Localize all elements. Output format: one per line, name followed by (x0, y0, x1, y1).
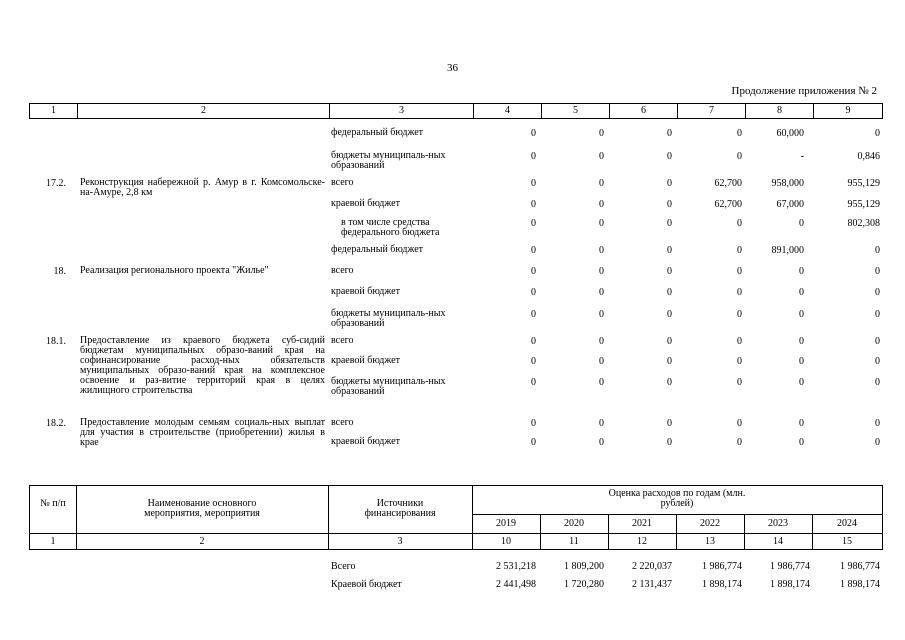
row-value: 0 (531, 178, 536, 189)
row-name: Реализация регионального проекта "Жилье" (80, 265, 269, 276)
t2-num-3: 3 (397, 536, 403, 547)
row-value: 0 (531, 437, 536, 448)
col-3-header: 3 (329, 104, 473, 118)
row-value: 0 (531, 218, 536, 229)
row-value: 0 (799, 437, 804, 448)
row-value: 0 (799, 309, 804, 320)
t2-col-source: Источники финансирования (364, 498, 436, 519)
row-value: 0 (667, 151, 672, 162)
appendix-caption: Продолжение приложения № 2 (731, 85, 877, 97)
row-value: 0 (875, 287, 880, 298)
row-source: краевой бюджет (331, 198, 400, 209)
t2-col-name: Наименование основного мероприятия, мероприятия (144, 498, 260, 519)
row-value: 0 (799, 377, 804, 388)
row-value: 0 (737, 245, 742, 256)
row-value: 955,129 (847, 178, 880, 189)
row-source: всего (331, 177, 354, 188)
row-value: 958,000 (771, 178, 804, 189)
col-6-header: 6 (609, 104, 677, 118)
row-value: 0 (599, 356, 604, 367)
row-value: 0 (599, 218, 604, 229)
t2-num-15: 15 (842, 536, 852, 547)
row-value: 0 (799, 418, 804, 429)
row-value: 0 (599, 309, 604, 320)
row-source: всего (331, 417, 354, 428)
row-value: 0 (737, 128, 742, 139)
row-value: 0 (737, 266, 742, 277)
row-name: Реконструкция набережной р. Амур в г. Комсомольске-на-Амуре, 2,8 км (80, 177, 325, 198)
row-value: 0 (599, 178, 604, 189)
row-value: 0 (531, 418, 536, 429)
row-value: 0 (531, 356, 536, 367)
row-value: 0 (737, 377, 742, 388)
total-value: 1 898,174 (840, 579, 880, 590)
col-8-header: 8 (745, 104, 813, 118)
row-value: 0 (667, 178, 672, 189)
year-2019: 2019 (496, 518, 516, 529)
row-value: 0 (599, 128, 604, 139)
year-2022: 2022 (700, 518, 720, 529)
row-source: в том числе средства федерального бюджета (341, 217, 440, 238)
row-source: краевой бюджет (331, 355, 400, 366)
row-value: 0 (737, 356, 742, 367)
row-value: 0 (737, 151, 742, 162)
row-value: 0 (875, 356, 880, 367)
row-number: 17.2. (46, 178, 66, 189)
total-value: 1 986,774 (770, 561, 810, 572)
row-value: 0,846 (857, 151, 880, 162)
row-value: 0 (737, 218, 742, 229)
row-value: 955,129 (847, 199, 880, 210)
row-value: 0 (737, 309, 742, 320)
row-source: краевой бюджет (331, 286, 400, 297)
row-value: 0 (667, 309, 672, 320)
t2-num-12: 12 (637, 536, 647, 547)
row-value: 0 (875, 437, 880, 448)
page-number: 36 (447, 62, 458, 74)
row-value: 0 (737, 437, 742, 448)
row-value: 891,000 (771, 245, 804, 256)
row-value: 0 (875, 266, 880, 277)
row-value: 0 (667, 128, 672, 139)
row-value: 0 (531, 245, 536, 256)
row-value: 0 (667, 218, 672, 229)
row-source: бюджеты муниципаль-ных образований (331, 308, 446, 329)
total-value: 1 809,200 (564, 561, 604, 572)
t2-num-2: 2 (199, 536, 205, 547)
row-value: 0 (599, 437, 604, 448)
row-value: 0 (875, 377, 880, 388)
row-value: 0 (667, 287, 672, 298)
t2-col-no: № п/п (40, 498, 66, 509)
row-value: 0 (875, 309, 880, 320)
row-value: 60,000 (776, 128, 804, 139)
row-value: 0 (667, 437, 672, 448)
row-value: 0 (531, 199, 536, 210)
table2-header (29, 485, 883, 550)
row-source: федеральный бюджет (331, 244, 424, 255)
year-2023: 2023 (768, 518, 788, 529)
row-value: 67,000 (776, 199, 804, 210)
row-value: 0 (875, 336, 880, 347)
row-value: 0 (737, 287, 742, 298)
row-value: 0 (599, 336, 604, 347)
row-value: 0 (667, 199, 672, 210)
row-value: 0 (799, 218, 804, 229)
row-number: 18. (53, 266, 66, 277)
row-source: бюджеты муниципаль-ных образований (331, 150, 446, 171)
total-value: 1 986,774 (702, 561, 742, 572)
total-value: 1 898,174 (770, 579, 810, 590)
column-number-header (29, 103, 883, 119)
col-4-header: 4 (473, 104, 541, 118)
t2-col-estimate: Оценка расходов по годам (млн. рублей) (608, 488, 746, 509)
col-7-header: 7 (677, 104, 745, 118)
row-value: 0 (599, 151, 604, 162)
row-value: 0 (667, 418, 672, 429)
row-value: 62,700 (714, 199, 742, 210)
row-source: бюджеты муниципаль-ных образований (331, 376, 446, 397)
row-number: 18.2. (46, 418, 66, 429)
t2-num-10: 10 (501, 536, 511, 547)
row-value: 0 (599, 287, 604, 298)
row-value: 0 (799, 356, 804, 367)
row-value: - (800, 151, 804, 162)
row-value: 0 (599, 266, 604, 277)
total-label: Всего (331, 561, 356, 572)
total-label: Краевой бюджет (331, 579, 402, 590)
total-value: 1 720,280 (564, 579, 604, 590)
row-name: Предоставление молодым семьям социаль-ных выплат для участия в строительстве (приобретении) жилья в крае (80, 417, 325, 448)
row-value: 0 (531, 287, 536, 298)
year-2020: 2020 (564, 518, 584, 529)
row-value: 0 (667, 336, 672, 347)
col-2-header: 2 (77, 104, 329, 118)
row-value: 802,308 (847, 218, 880, 229)
total-value: 1 986,774 (840, 561, 880, 572)
row-name: Предоставление из краевого бюджета суб-сидий бюджетам муниципальных образо-ваний края на софинансирование расход-ных обязательств муниципальных образо-ваний края на комплексное освоение и раз-витие территорий края в целях жилищного строительства (80, 335, 325, 396)
t2-num-14: 14 (773, 536, 783, 547)
row-value: 0 (667, 377, 672, 388)
row-value: 0 (737, 336, 742, 347)
total-value: 2 441,498 (496, 579, 536, 590)
t2-num-11: 11 (569, 536, 579, 547)
row-value: 0 (875, 245, 880, 256)
row-value: 0 (599, 377, 604, 388)
row-source: всего (331, 265, 354, 276)
total-value: 2 220,037 (632, 561, 672, 572)
year-2024: 2024 (837, 518, 857, 529)
row-number: 18.1. (46, 336, 66, 347)
row-value: 0 (799, 266, 804, 277)
row-value: 0 (531, 336, 536, 347)
total-value: 2 131,437 (632, 579, 672, 590)
col-1-header: 1 (51, 105, 56, 116)
row-value: 0 (531, 266, 536, 277)
year-2021: 2021 (632, 518, 652, 529)
row-value: 0 (667, 245, 672, 256)
row-value: 0 (799, 287, 804, 298)
row-value: 0 (531, 128, 536, 139)
row-value: 62,700 (714, 178, 742, 189)
row-value: 0 (667, 356, 672, 367)
total-value: 2 531,218 (496, 561, 536, 572)
row-value: 0 (799, 336, 804, 347)
row-value: 0 (875, 418, 880, 429)
t2-num-13: 13 (705, 536, 715, 547)
row-source: всего (331, 335, 354, 346)
row-value: 0 (531, 377, 536, 388)
col-5-header: 5 (541, 104, 609, 118)
row-value: 0 (599, 245, 604, 256)
row-source: федеральный бюджет (331, 127, 424, 138)
row-value: 0 (531, 309, 536, 320)
total-value: 1 898,174 (702, 579, 742, 590)
row-value: 0 (599, 418, 604, 429)
row-value: 0 (875, 128, 880, 139)
row-value: 0 (667, 266, 672, 277)
t2-num-1: 1 (50, 536, 56, 547)
col-9-header: 9 (813, 104, 882, 118)
row-value: 0 (737, 418, 742, 429)
row-source: краевой бюджет (331, 436, 400, 447)
row-value: 0 (531, 151, 536, 162)
row-value: 0 (599, 199, 604, 210)
